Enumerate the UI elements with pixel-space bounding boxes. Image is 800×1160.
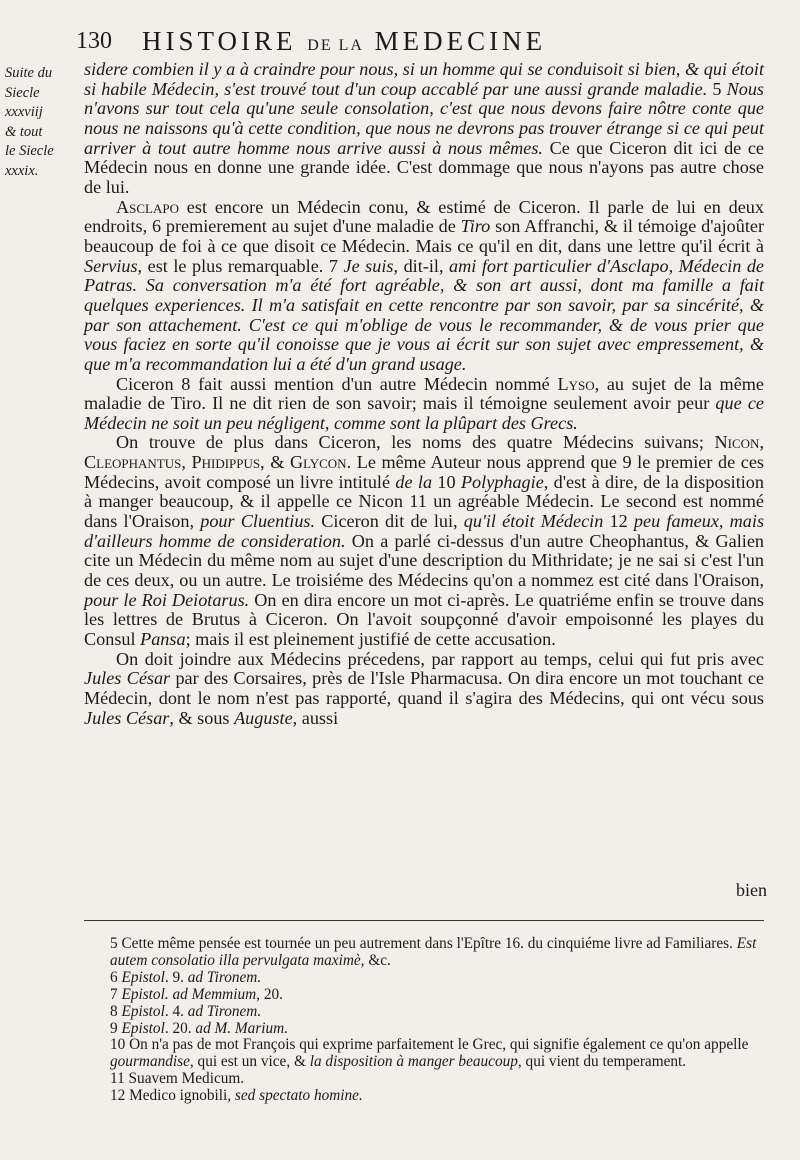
- text-span: Pansa: [140, 629, 186, 650]
- text-span: , qui est un vice, &: [189, 1053, 310, 1071]
- text-span: est encore un Médecin conu, & estimé de Ciceron. Il parle de lui en deux endroits, 6 premierement au sujet d'une maladie de: [84, 196, 764, 237]
- page-number: 130: [76, 28, 112, 54]
- text-span: . 4.: [164, 1002, 188, 1020]
- text-span: , dit-il,: [393, 255, 450, 276]
- text-span: Servius: [84, 255, 138, 276]
- paragraph-5: [84, 650, 764, 729]
- footnote-6: [110, 970, 772, 987]
- text-span: 7: [110, 985, 122, 1003]
- text-span: son Affranchi, & il témoige d'ajoûter beaucoup de foi à ce que disoit ce Médecin. Mais ce qu'il en dit, dans une lettre qu'il écrit à: [84, 216, 765, 256]
- text-span: , au sujet de la même maladie de Tiro. Il ne dit rien de son savoir; mais il témoigne seulement avoir peur: [84, 373, 764, 414]
- running-title-word-3: MEDECINE: [374, 26, 547, 56]
- text-span: , &c.: [360, 951, 391, 969]
- text-span: par des Corsaires, près de l'Isle Pharmacusa. On dira encore un mot touchant ce Médecin, dont le nom n'est pas rapporté, quand il s'agira des Médecins, qui ont vécu sous: [84, 668, 764, 708]
- page-header: [76, 24, 776, 58]
- name-span: Nicon, Cleophantus, Phidippus, & Glycon: [84, 432, 764, 473]
- running-title-word-2: DE LA: [307, 37, 364, 54]
- footnote-9: [110, 1021, 772, 1038]
- footnote-11: 11 Suavem Medicum.: [110, 1070, 245, 1088]
- text-span: , 20.: [256, 985, 283, 1003]
- paragraph-4: [84, 433, 764, 649]
- name-span: Lyso: [557, 373, 595, 394]
- text-span: Polyphagie: [460, 471, 544, 492]
- footnote-8: [110, 1004, 772, 1021]
- text-span: On en dira encore un mot ci-après. Le quatriéme enfin se trouve dans les lettres de Brutus à Ciceron. On l'avoit soupçonné d'avoir empoisonné les playes du Consul: [84, 589, 764, 650]
- text-span: ad Tironem.: [187, 1002, 262, 1020]
- text-span: gourmandise: [110, 1053, 190, 1071]
- text-span: Epistol: [121, 1002, 165, 1020]
- text-span: ; mais il est pleinement justifié de cette accusation.: [185, 629, 556, 650]
- text-span: la disposition à manger beaucoup: [309, 1053, 518, 1071]
- text-span: On doit joindre aux Médecins précedens, par rapport au temps, celui qui fut pris avec: [116, 648, 764, 669]
- footnote-rule: [84, 920, 764, 921]
- text-span: . Le même Auteur nous apprend que 9 le premier de ces Médecins, avoit composé un livre intitulé: [84, 452, 764, 492]
- footnote-ref: 12: [603, 511, 634, 532]
- footnote-12: [110, 1088, 772, 1105]
- text-span: , qui vient du temperament.: [517, 1053, 687, 1071]
- text-span: 5 Cette même pensée est tournée un peu autrement dans l'Epître 16. du cinquiéme livre ad Familiares.: [110, 935, 737, 952]
- footnote-10: [110, 1037, 772, 1071]
- text-span: Ciceron dit de lui,: [315, 511, 464, 532]
- text-span: Auguste: [234, 707, 293, 728]
- text-span: Ce que Ciceron dit ici de ce Médecin nous en donne une grande idée. C'est dommage que nous n'ayons pas autre chose de lui.: [84, 137, 764, 197]
- main-text: [84, 60, 764, 728]
- text-span: Epistol: [121, 968, 165, 986]
- text-span: que ce Médecin ne soit un peu négligent, comme sont la plûpart des Grecs.: [84, 393, 764, 433]
- running-title-word-1: HISTOIRE: [142, 26, 297, 56]
- footnote-5: [110, 936, 772, 970]
- text-span: peu fameux, mais d'ailleurs homme de consideration.: [84, 511, 765, 551]
- text-span: 9: [110, 1019, 122, 1037]
- text-span: . 20.: [164, 1019, 196, 1037]
- footnotes: [110, 936, 772, 1105]
- text-span: Jules César: [84, 668, 171, 689]
- text-span: Je suis: [343, 255, 394, 276]
- text-span: Epistol: [121, 1019, 165, 1037]
- paragraph-2: [84, 198, 764, 375]
- text-span: , & sous: [169, 707, 235, 728]
- text-span: Epistol. ad Memmium: [121, 985, 257, 1003]
- text-span: Est autem consolatio illa pervulgata maximè: [110, 935, 757, 969]
- text-span: pour Cluentius.: [200, 511, 316, 532]
- text-span: 12 Medico ignobili,: [110, 1087, 235, 1105]
- paragraph-3: [84, 375, 764, 434]
- text-span: , est le plus remarquable. 7: [137, 255, 344, 276]
- text-span: . 9.: [164, 968, 188, 986]
- margin-note: Suite du Siecle xxxviij & tout le Siecle xxxix.: [5, 65, 54, 179]
- text-span: ad Tironem.: [187, 968, 262, 986]
- text-span: Ciceron 8 fait aussi mention d'un autre Médecin nommé: [116, 373, 558, 394]
- text-span: sidere combien il y a à craindre pour nous, si un homme qui se conduisoit si bien, & qui étoit si habile Médecin, s'est trouvé tout d'un coup accablé par une aussi grande maladie.: [84, 59, 764, 99]
- text-span: Tiro: [460, 216, 491, 237]
- text-span: de la: [395, 471, 433, 492]
- running-title: [142, 26, 546, 57]
- name-span: Asclapo: [116, 196, 179, 217]
- footnote-ref: 5: [707, 78, 727, 99]
- text-span: Nous n'avons sur tout cela qu'une seule consolation, c'est que nous devons faire nôtre conte que nous ne naissons qu'à cette condition, que nous ne devrons pas trouver étrange si ce qui peut arriver à tout autre homme nous arrive aussi à nous mêmes.: [84, 78, 764, 158]
- text-span: , aussi: [292, 707, 339, 728]
- text-span: pour le Roi Deiotarus.: [84, 589, 250, 610]
- text-span: ad M. Marium.: [195, 1019, 289, 1037]
- footnote-ref: 10: [432, 471, 461, 492]
- text-span: qu'il étoit Médecin: [463, 511, 604, 532]
- text-span: 10 On n'a pas de mot François qui exprime parfaitement le Grec, qui signifie également ce qu'on appelle: [110, 1036, 749, 1054]
- text-span: , d'est à dire, de la disposition à manger beaucoup, & il appelle ce Nicon 11 un agréable Médecin. Le second est nommé dans l'Oraison,: [84, 471, 764, 532]
- text-span: sed spectato homine.: [234, 1087, 363, 1105]
- text-span: 8: [110, 1002, 122, 1020]
- text-span: On a parlé ci-dessus d'un autre Cheophantus, & Galien cite un Médecin du même nom au sujet d'une description du Mithridate; je ne sai si c'est l'un de ces deux, ou un autre. Le troisiéme des Médecins qu'on a nommez est cité dans l'Oraison,: [84, 530, 765, 591]
- catchword: bien: [736, 880, 767, 900]
- text-span: 6: [110, 968, 122, 986]
- text-span: On trouve de plus dans Ciceron, les noms des quatre Médecins suivans;: [116, 432, 715, 453]
- paragraph-1: [84, 60, 764, 198]
- footnote-7: [110, 987, 772, 1004]
- text-span: ami fort particulier d'Asclapo, Médecin de Patras. Sa conversation m'a été fort agréable, & son art aussi, dont ma famille a fait quelques experiences. Il m'a satisfait en cette rencontre par son savoir, par sa sincérité, & par son attachement. C'est ce qui m'oblige de vous le recommander, & de vous prier que vous faciez en sorte qu'il conoisse que je vous ai écrit sur son sujet avec empressement, & que m'a recommandation lui a été d'un grand usage.: [84, 255, 764, 374]
- text-span: Jules César: [84, 707, 170, 728]
